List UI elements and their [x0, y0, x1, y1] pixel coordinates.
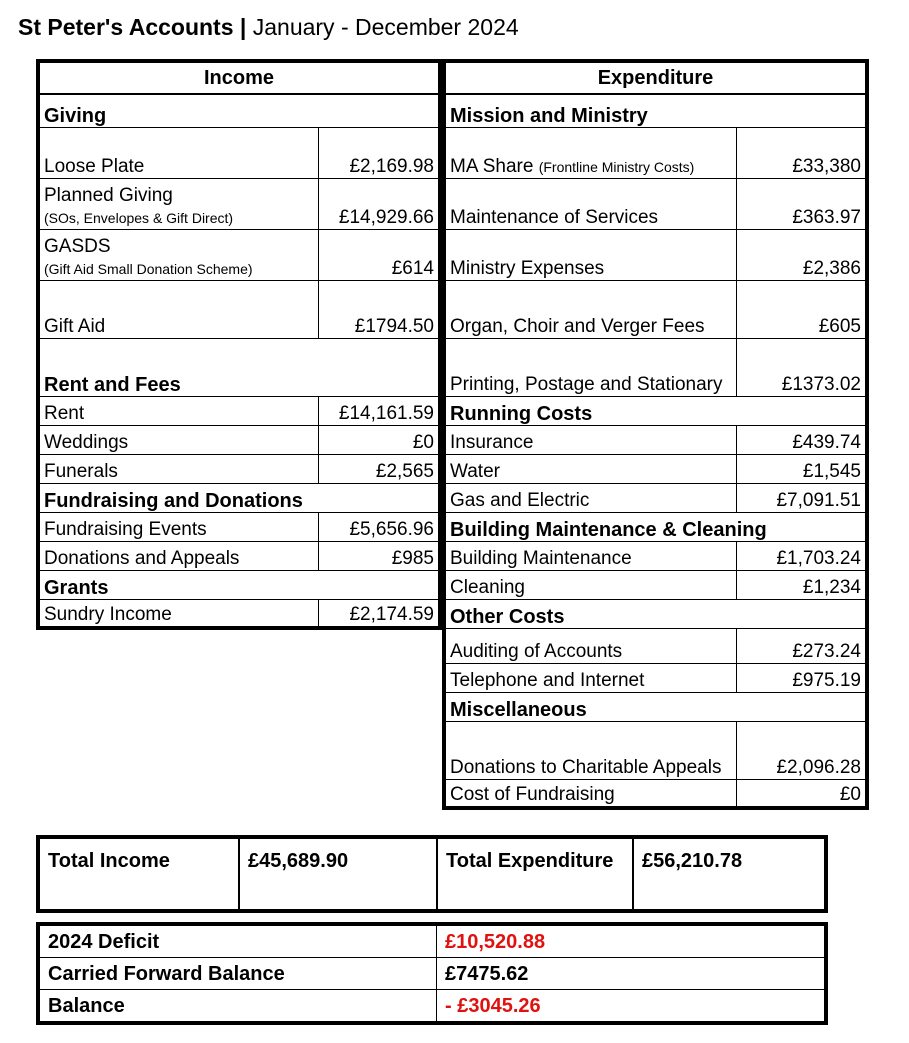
row-label: Maintenance of Services: [444, 178, 737, 229]
table-row: [444, 280, 867, 338]
table-row: [38, 512, 440, 541]
section-giving: Giving: [38, 94, 440, 127]
row-amount: £1,234: [737, 570, 868, 599]
title-bold: St Peter's Accounts |: [18, 14, 247, 40]
row-label: Donations to Charitable Appeals: [444, 721, 737, 779]
table-row: [444, 178, 867, 229]
expenditure-header: Expenditure: [444, 61, 867, 94]
table-row: [444, 229, 867, 280]
row-label: Cost of Fundraising: [444, 779, 737, 808]
row-label: Sundry Income: [38, 599, 319, 628]
income-header: Income: [38, 61, 440, 94]
row-amount: £14,161.59: [319, 396, 441, 425]
row-label: Water: [444, 454, 737, 483]
row-amount: £2,386: [737, 229, 868, 280]
table-row: [38, 229, 440, 280]
table-row: [444, 541, 867, 570]
row-amount: £2,169.98: [319, 127, 441, 178]
row-amount: £5,656.96: [319, 512, 441, 541]
section-other: Other Costs: [444, 599, 867, 628]
table-row: [444, 425, 867, 454]
table-row: [444, 454, 867, 483]
row-label: Auditing of Accounts: [444, 628, 737, 663]
table-row: [444, 127, 867, 178]
row-amount: £1794.50: [319, 280, 441, 338]
row-amount: £614: [319, 229, 441, 280]
row-label: Building Maintenance: [444, 541, 737, 570]
row-amount: £439.74: [737, 425, 868, 454]
row-label: Weddings: [38, 425, 319, 454]
total-income-value: £45,689.90: [239, 837, 437, 911]
row-label: Insurance: [444, 425, 737, 454]
row-label: Cleaning: [444, 570, 737, 599]
table-row: [38, 280, 440, 338]
table-row: [444, 483, 867, 512]
row-label: GASDS (Gift Aid Small Donation Scheme): [38, 229, 319, 280]
row-amount: £273.24: [737, 628, 868, 663]
table-row: [38, 425, 440, 454]
table-row: [444, 570, 867, 599]
row-label: Ministry Expenses: [444, 229, 737, 280]
row-label: Gas and Electric: [444, 483, 737, 512]
row-amount: £2,096.28: [737, 721, 868, 779]
row-label: Fundraising Events: [38, 512, 319, 541]
row-amount: £1,545: [737, 454, 868, 483]
row-amount: £363.97: [737, 178, 868, 229]
section-mission: Mission and Ministry: [444, 94, 867, 127]
row-label: Printing, Postage and Stationary: [444, 338, 737, 396]
row-amount: £14,929.66: [319, 178, 441, 229]
row-label: Telephone and Internet: [444, 663, 737, 692]
section-running: Running Costs: [444, 396, 867, 425]
table-row: [38, 127, 440, 178]
title-period: January - December 2024: [252, 14, 519, 40]
row-label: Gift Aid: [38, 280, 319, 338]
section-fundraising: Fundraising and Donations: [38, 483, 440, 512]
balance-table: [36, 922, 828, 1025]
balance-value: - £3045.26: [437, 990, 827, 1024]
row-amount: £0: [319, 425, 441, 454]
row-label: Donations and Appeals: [38, 541, 319, 570]
row-amount: £2,174.59: [319, 599, 441, 628]
table-row: [38, 454, 440, 483]
table-row: [444, 779, 867, 808]
row-amount: £7,091.51: [737, 483, 868, 512]
row-amount: £975.19: [737, 663, 868, 692]
section-grants: Grants: [38, 570, 440, 599]
row-amount: £605: [737, 280, 868, 338]
row-amount: £1373.02: [737, 338, 868, 396]
row-label: Rent: [38, 396, 319, 425]
expenditure-table: [442, 59, 869, 810]
table-row: [38, 541, 440, 570]
table-row: [38, 599, 440, 628]
row-label: Organ, Choir and Verger Fees: [444, 280, 737, 338]
table-row: [444, 338, 867, 396]
section-building: Building Maintenance & Cleaning: [444, 512, 867, 541]
section-rent-fees: Rent and Fees: [38, 338, 440, 396]
row-label: Planned Giving (SOs, Envelopes & Gift Direct): [38, 178, 319, 229]
table-row: [444, 628, 867, 663]
total-expenditure-label: Total Expenditure: [437, 837, 633, 911]
row-amount: £1,703.24: [737, 541, 868, 570]
balance-label: Balance: [38, 990, 437, 1024]
total-income-label: Total Income: [38, 837, 239, 911]
row-label: Funerals: [38, 454, 319, 483]
page-title: [18, 14, 519, 41]
row-amount: £985: [319, 541, 441, 570]
row-amount: £0: [737, 779, 868, 808]
carried-forward-value: £7475.62: [437, 958, 827, 990]
row-label: Loose Plate: [38, 127, 319, 178]
row-amount: £33,380: [737, 127, 868, 178]
section-misc: Miscellaneous: [444, 692, 867, 721]
table-row: [444, 663, 867, 692]
deficit-value: £10,520.88: [437, 924, 827, 958]
table-row: [444, 721, 867, 779]
carried-forward-label: Carried Forward Balance: [38, 958, 437, 990]
total-expenditure-value: £56,210.78: [633, 837, 826, 911]
table-row: [38, 396, 440, 425]
table-row: [38, 178, 440, 229]
income-table: [36, 59, 442, 630]
totals-table: [36, 835, 828, 913]
deficit-label: 2024 Deficit: [38, 924, 437, 958]
row-label: MA Share (Frontline Ministry Costs): [444, 127, 737, 178]
row-amount: £2,565: [319, 454, 441, 483]
